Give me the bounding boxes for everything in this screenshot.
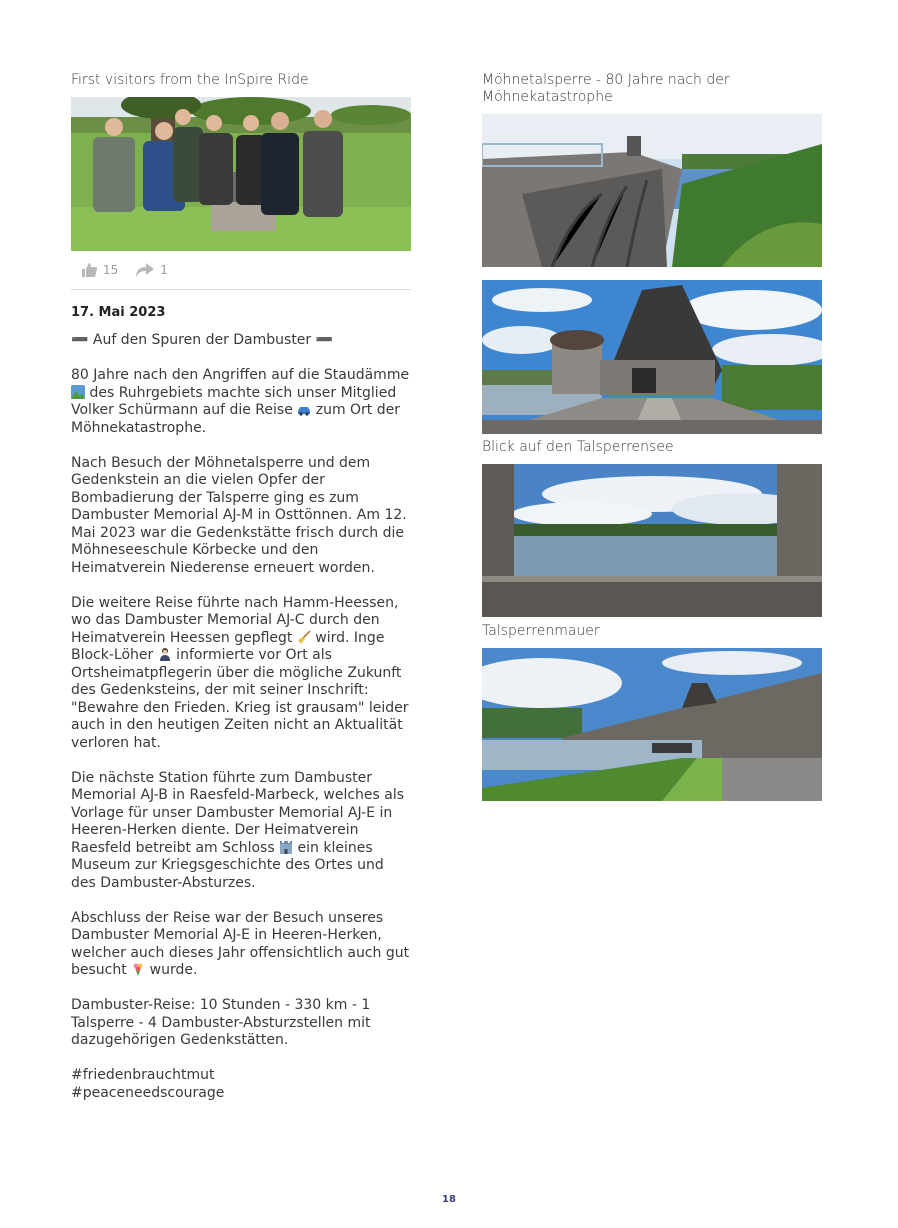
paragraph-6: Dambuster-Reise: 10 Stunden - 330 km - 1 Talsperre - 4 Dambuster-Absturzstellen mit dazugehörigen Gedenkstätten. — [71, 997, 371, 1048]
car-icon — [297, 402, 311, 416]
wall-caption: Talsperrenmauer — [482, 623, 600, 639]
paragraph-4: Die nächste Station führte zum Dambuster Memorial AJ-B in Raesfeld-Marbeck, welches als Vorlage für unser Dambuster Memorial AJ-E in Heeren-Herken diente. Der Heimatverein Raesfeld betreibt am Schloss ein kleines Museum zur Kriegsgeschichte des Ortes und des Dambuster-Absturzes. — [71, 769, 405, 891]
broom-icon — [297, 630, 311, 644]
post-heading: ➖ Auf den Spuren der Dambuster ➖ — [71, 332, 334, 348]
photo-caption: First visitors from the InSpire Ride — [71, 72, 309, 88]
bouquet-icon — [131, 962, 145, 976]
paragraph-2: Nach Besuch der Möhnetalsperre und dem Gedenkstein an die vielen Opfer der Bombadierung der Talsperre ging es zum Dambuster Memorial AJ-M in Osttönnen. Am 12. Mai 2023 war die Gedenkstätte frisch durch die Möhneseeschule Körbecke und den Heimatverein Niederense erneuert worden. — [71, 454, 407, 576]
left-column — [71, 72, 411, 1102]
like-reaction[interactable] — [81, 263, 118, 277]
post-date: 17. Mai 2023 — [71, 305, 166, 320]
share-reaction[interactable] — [136, 263, 168, 277]
paragraph-1: 80 Jahre nach den Angriffen auf die Staudämme des Ruhrgebiets machte sich unser Mitglied Volker Schürmann auf die Reise zum Ort der Möhnekatastrophe. — [71, 367, 410, 436]
woman-icon — [158, 647, 172, 661]
landscape-icon — [71, 385, 85, 399]
dam-caption: Möhnetalsperre - 80 Jahre nach der Möhnekatastrophe — [482, 72, 730, 105]
share-count: 1 — [160, 263, 168, 277]
dam-wall-photo — [482, 114, 822, 267]
like-count: 15 — [103, 263, 119, 277]
reactions-bar — [71, 251, 411, 290]
group-photo — [71, 97, 411, 251]
paragraph-3: Die weitere Reise führte nach Hamm-Heessen, wo das Dambuster Memorial AJ-C durch den Heimatverein Heessen gepflegt wird. Inge Block-Löher informierte vor Ort als Ortsheimatpflegerin über die mögliche Zukunft des Gedenksteins, der mit seiner Inschrift: "Bewahre den Frieden. Krieg ist grausam" leider auch in den heutigen Zeiten nicht an Aktualität verloren hat. — [71, 594, 409, 751]
paragraph-5: Abschluss der Reise war der Besuch unseres Dambuster Memorial AJ-E in Heeren-Herken, welcher auch dieses Jahr offensichtlich auch gut besucht wurde. — [71, 909, 410, 978]
dam-tower-photo — [482, 280, 822, 434]
post-body — [71, 332, 411, 1102]
share-arrow-icon — [136, 263, 154, 277]
lake-photo — [482, 464, 822, 617]
page-number: 18 — [442, 1194, 456, 1205]
lake-caption: Blick auf den Talsperrensee — [482, 439, 674, 455]
castle-icon — [279, 840, 293, 854]
dam-wall-lake-photo — [482, 648, 822, 801]
right-column — [482, 72, 822, 801]
hashtag-1[interactable]: #friedenbrauchtmut — [71, 1067, 215, 1083]
hashtag-2[interactable]: #peaceneedscourage — [71, 1084, 225, 1101]
thumbs-up-icon — [81, 263, 97, 277]
